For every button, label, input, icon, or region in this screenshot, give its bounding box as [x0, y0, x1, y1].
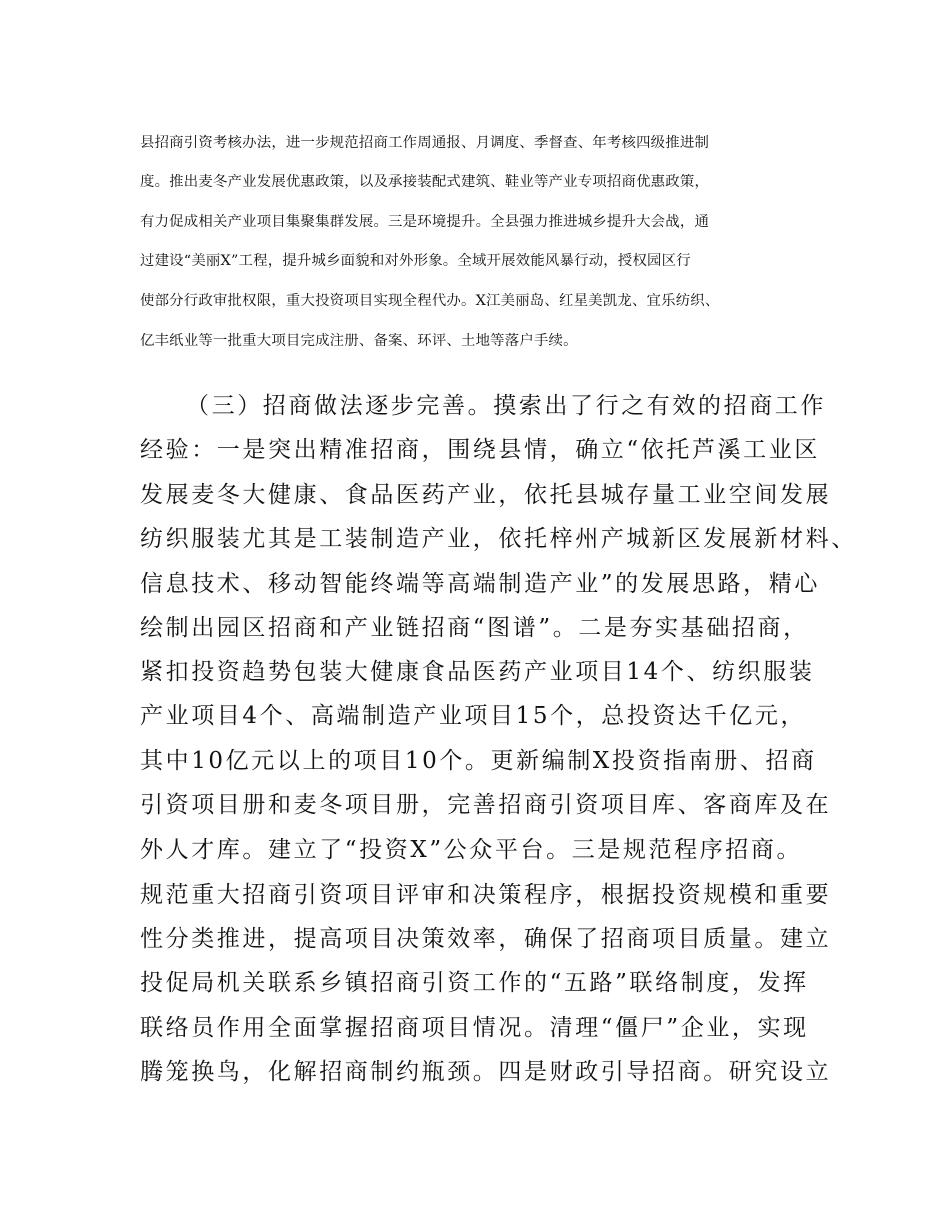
text-line: 腾笼换鸟，化解招商制约瓶颈。四是财政引导招商。研究设立	[140, 1059, 832, 1085]
text-line: 联络员作用全面掌握招商项目情况。清理“僵尸”企业，实现	[140, 1015, 809, 1041]
text-line: 县招商引资考核办法，进一步规范招商工作周通报、月调度、季督查、年考核四级推进制	[140, 135, 710, 151]
text-line: 产业项目4个、高端制造产业项目15个，总投资达千亿元，	[140, 703, 807, 729]
text-line: 使部分行政审批权限，重大投资项目实现全程代办。X江美丽岛、红星美凯龙、宜乐纺织、	[140, 293, 720, 309]
text-line: 过建设“美丽X”工程，提升城乡面貌和对外形象。全域开展效能风暴行动，授权园区行	[140, 253, 691, 269]
text-line: 紧扣投资趋势包装大健康食品医药产业项目14个、纺织服装	[140, 659, 815, 685]
text-line: 外人才库。建立了“投资X”公众平台。三是规范程序招商。	[140, 837, 803, 863]
text-line: 信息技术、移动智能终端等高端制造产业”的发展思路，精心	[140, 571, 820, 597]
text-line: 经验：一是突出精准招商，围绕县情，确立“依托芦溪工业区	[140, 437, 820, 463]
text-line: 纺织服装尤其是工装制造产业，依托梓州产城新区发展新材料、	[140, 526, 857, 552]
text-line: 投促局机关联系乡镇招商引资工作的“五路”联络制度，发挥	[140, 970, 809, 996]
text-line: 有力促成相关产业项目集聚集群发展。三是环境提升。全县强力推进城乡提升大会战，通	[140, 214, 710, 230]
text-line: 其中10亿元以上的项目10个。更新编制X投资指南册、招商	[140, 748, 817, 774]
text-line: 规范重大招商引资项目评审和决策程序，根据投资规模和重要	[140, 882, 832, 908]
text-line: 发展麦冬大健康、食品医药产业，依托县城存量工业空间发展	[140, 482, 832, 508]
text-line: 性分类推进，提高项目决策效率，确保了招商项目质量。建立	[140, 926, 832, 952]
text-line: 绘制出园区招商和产业链招商“图谱”。二是夯实基础招商，	[140, 615, 809, 641]
section-heading-line: （三）招商做法逐步完善。摸索出了行之有效的招商工作	[186, 393, 826, 419]
text-line: 引资项目册和麦冬项目册，完善招商引资项目库、客商库及在	[140, 792, 832, 818]
text-line: 亿丰纸业等一批重大项目完成注册、备案、环评、土地等落户手续。	[140, 333, 578, 349]
text-line: 度。推出麦冬产业发展优惠政策，以及承接装配式建筑、鞋业等产业专项招商优惠政策，	[140, 174, 710, 190]
